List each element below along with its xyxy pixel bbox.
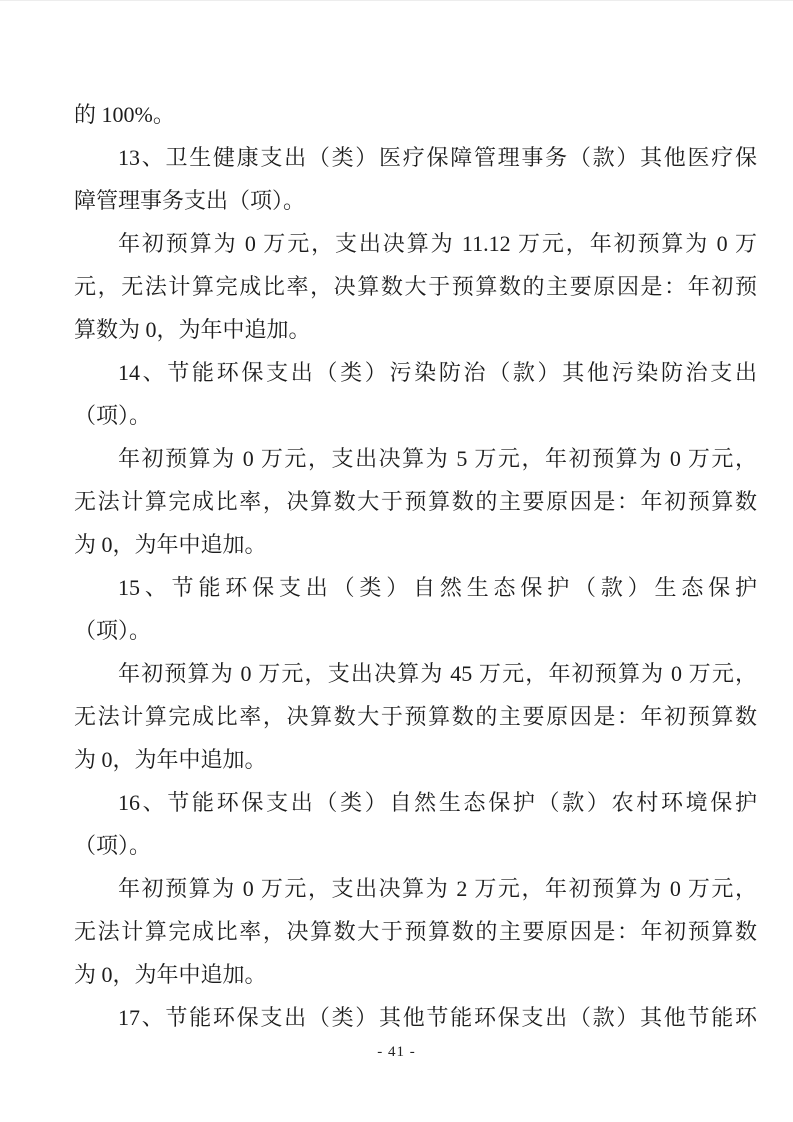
text-line: 的 100%。: [74, 102, 175, 127]
text-line: 元，无法计算完成比率，决算数大于预算数的主要原因是：年初预: [74, 274, 757, 299]
text-line: 14、节能环保支出（类）污染防治（款）其他污染防治支出: [118, 360, 757, 385]
paragraph: [74, 437, 757, 566]
text-line: 年初预算为 0 万元，支出决算为 5 万元，年初预算为 0 万元，: [118, 446, 757, 471]
paragraph: [74, 996, 757, 1039]
text-line: 年初预算为 0 万元，支出决算为 45 万元，年初预算为 0 万元，: [118, 661, 757, 686]
document-body: [74, 93, 757, 1039]
paragraph: [74, 867, 757, 996]
text-line: （项）。: [74, 618, 152, 643]
text-line: 15、节能环保支出（类）自然生态保护（款）生态保护: [118, 575, 757, 600]
page-number: - 41 -: [377, 1044, 416, 1060]
paragraph: [74, 222, 757, 351]
text-line: 为 0，为年中追加。: [74, 962, 267, 987]
text-line: 17、节能环保支出（类）其他节能环保支出（款）其他节能环: [118, 1005, 757, 1030]
text-line: 障管理事务支出（项）。: [74, 188, 306, 213]
paragraph: [74, 136, 757, 222]
text-line: 为 0，为年中追加。: [74, 747, 267, 772]
paragraph: [74, 652, 757, 781]
text-line: 无法计算完成比率，决算数大于预算数的主要原因是：年初预算数: [74, 704, 757, 729]
text-line: （项）。: [74, 403, 152, 428]
paragraph: [74, 351, 757, 437]
text-line: 13、卫生健康支出（类）医疗保障管理事务（款）其他医疗保: [118, 145, 757, 170]
text-line: 16、节能环保支出（类）自然生态保护（款）农村环境保护: [118, 790, 757, 815]
text-line: 无法计算完成比率，决算数大于预算数的主要原因是：年初预算数: [74, 489, 757, 514]
text-line: 算数为 0，为年中追加。: [74, 317, 311, 342]
text-line: （项）。: [74, 833, 152, 858]
paragraph: [74, 566, 757, 652]
text-line: 无法计算完成比率，决算数大于预算数的主要原因是：年初预算数: [74, 919, 757, 944]
paragraph: [74, 93, 757, 136]
paragraph: [74, 781, 757, 867]
text-line: 年初预算为 0 万元，支出决算为 11.12 万元，年初预算为 0 万: [118, 231, 757, 256]
text-line: 年初预算为 0 万元，支出决算为 2 万元，年初预算为 0 万元，: [118, 876, 757, 901]
text-line: 为 0，为年中追加。: [74, 532, 267, 557]
